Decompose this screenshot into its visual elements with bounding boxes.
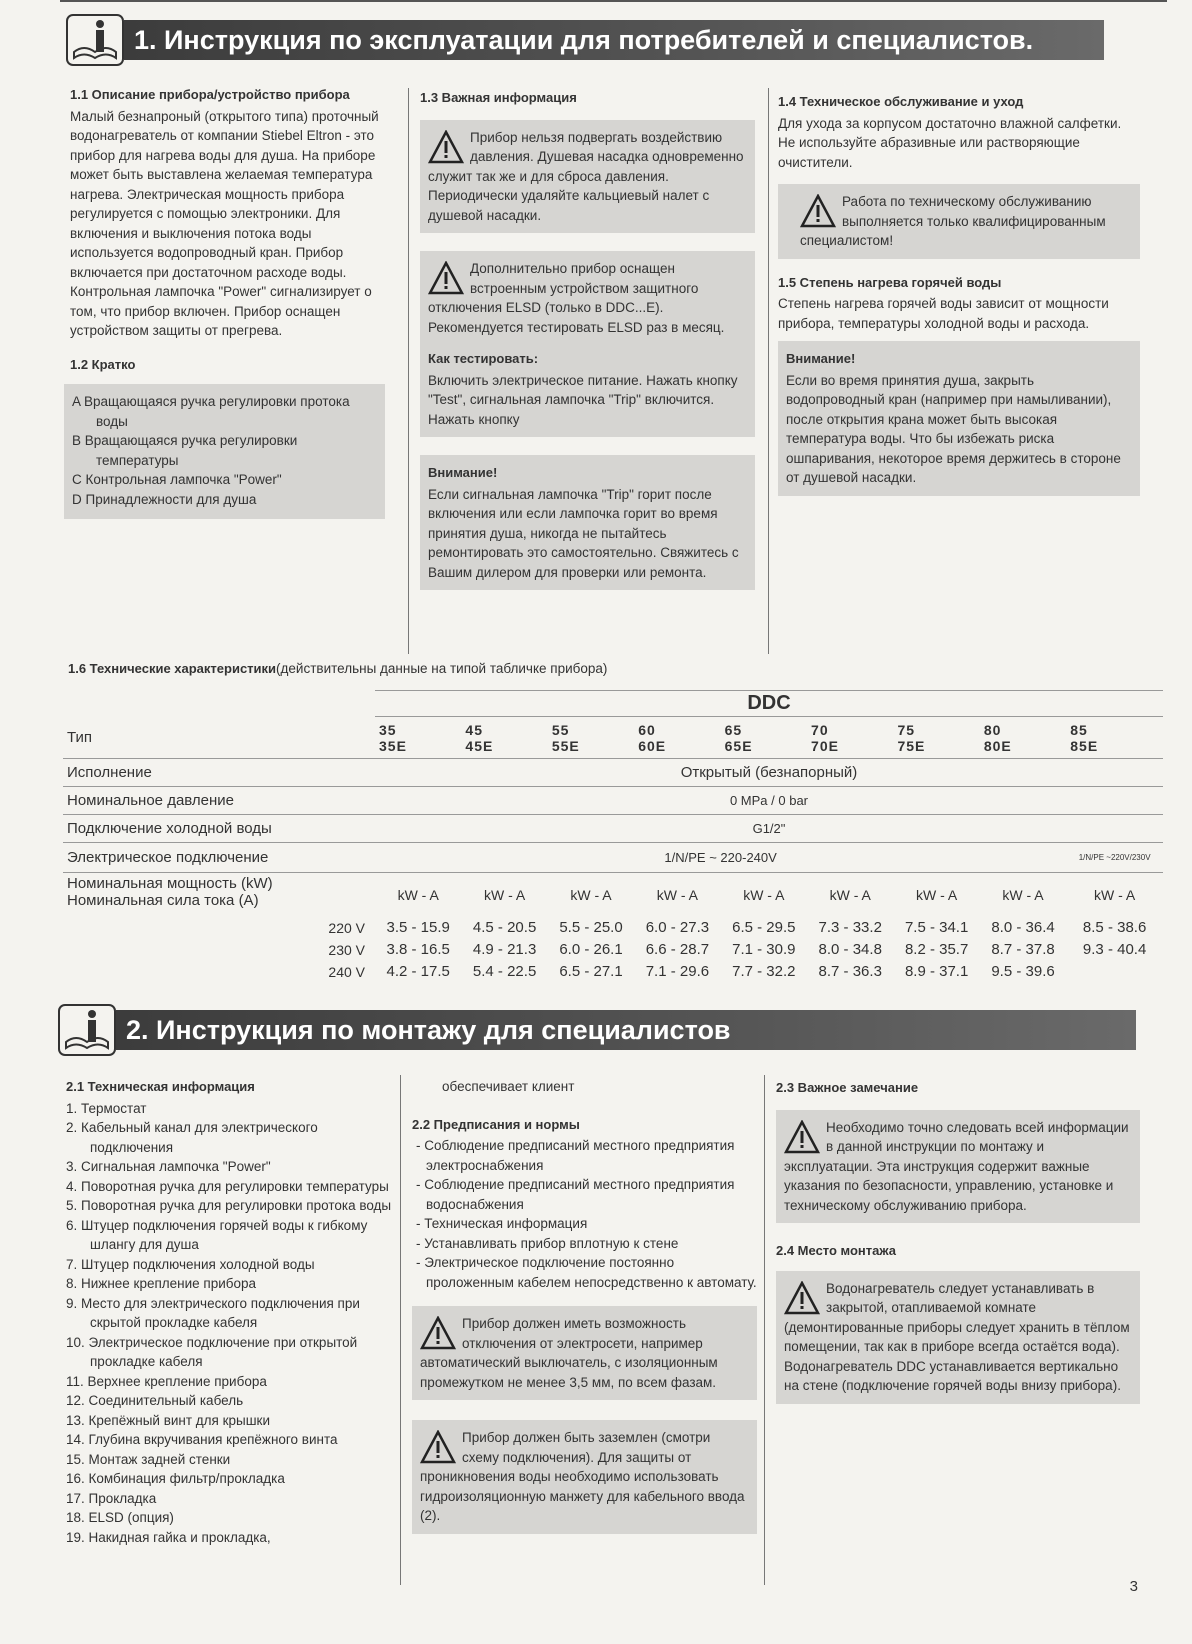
unit-cell: kW - A xyxy=(483,886,526,903)
s21-item: 13. Крепёжный винт для крышки xyxy=(66,1412,271,1428)
s23-heading: 2.3 Важное замечание xyxy=(776,1080,919,1095)
model-cell: 80 80E xyxy=(980,717,1066,759)
s13-warning2: Дополнительно прибор оснащен встроенным устройством защитного отключения ELSD (только в DDC...E). Рекомендуется тестировать ELSD раз в месяц. Как тестировать: Включить электрическое питание. Нажать кнопку "Test", сигнальная лампочка "Trip" включится. Нажать кнопку xyxy=(420,251,755,437)
s22-item: - Соблюдение предписаний местного предприятия электроснабжения xyxy=(416,1138,735,1173)
s21-item: 3. Сигнальная лампочка "Power" xyxy=(66,1159,271,1174)
col2 xyxy=(420,88,755,590)
cold-value: G1/2" xyxy=(375,815,1163,843)
unit-cell: kW - A xyxy=(656,886,699,903)
s13-attention-box xyxy=(420,455,755,590)
s21-heading: 2.1 Техническая информация xyxy=(66,1079,255,1094)
s21-item: 5. Поворотная ручка для регулировки протока воды xyxy=(66,1198,392,1213)
section1-header xyxy=(66,14,1104,66)
row-220: 220 V 3.5 - 15.9 4.5 - 20.5 5.5 - 25.0 6.0 - 27.3 6.5 - 29.5 7.3 - 33.2 7.5 - 34.1 8.0 - 36.4 8.5 - 38.6 xyxy=(328,919,1147,936)
s21-item: 4. Поворотная ручка для регулировки температуры xyxy=(66,1178,389,1194)
warning-triangle-icon xyxy=(420,1316,456,1350)
row-240: 240 V 4.2 - 17.5 5.4 - 22.5 6.5 - 27.1 7.1 - 29.6 7.7 - 32.2 8.7 - 36.3 8.9 - 37.1 9.5 - 39.6 xyxy=(328,963,1055,980)
s15-attention-heading: Внимание! xyxy=(786,351,856,366)
s13-test-heading: Как тестировать: xyxy=(428,351,539,366)
s22-item: - Электрическое подключение постоянно проложенным кабелем непосредственно к автомату. xyxy=(416,1255,757,1290)
row-design-label: Исполнение xyxy=(63,759,375,787)
s2-col1 xyxy=(66,1077,396,1547)
s22-item: - Устанавливать прибор вплотную к стене xyxy=(416,1235,679,1251)
s22-item: - Соблюдение предписаний местного предприятия водоснабжения xyxy=(416,1177,735,1212)
s11-text: Малый безнапроный (открытого типа) проточный водонагреватель от компании Stiebel Eltron - это прибор для нагрева воды для душа. На приборе может быть выставлена желаемая температура нагрева. Электрическая мощность прибора регулируется с помощью электроники. Для включения и выключения потока воды используется водопроводный кран. Прибор включается при достаточном расходе воды. Контрольная лампочка "Power" сигнализирует о том, что прибор включен. Прибор оснащен устройством защиты от прегрева. xyxy=(70,108,379,338)
elec-value: 1/N/PE ~ 220-240V xyxy=(375,843,1066,873)
row-current-label: Номинальная сила тока (A) xyxy=(67,892,259,909)
s21-item: 12. Соединительный кабель xyxy=(66,1393,244,1408)
s16-heading: 1.6 Технические характеристики xyxy=(68,661,277,676)
s2-col2 xyxy=(412,1077,757,1534)
s15-text: Степень нагрева горячей воды зависит от мощности прибора, температуры холодной воды и расхода. xyxy=(778,296,1109,331)
pressure-value: 0 MPa / 0 bar xyxy=(375,787,1163,815)
unit-cell: kW - A xyxy=(397,886,439,903)
s15-attention-box xyxy=(778,341,1140,496)
s21-item: 16. Комбинация фильтр/прокладка xyxy=(66,1471,285,1486)
s22-warning1: Прибор должен иметь возможность отключения от электросети, например автоматический выключатель, с изоляционным промежутком не менее 3,5 мм, по всем фазам. xyxy=(412,1306,757,1400)
unit-cell: kW - A xyxy=(1094,886,1136,903)
unit-cell: kW - A xyxy=(829,886,871,903)
warning-triangle-icon xyxy=(428,261,464,295)
s12-box xyxy=(64,384,385,519)
s21-item: 15. Монтаж задней стенки xyxy=(66,1451,231,1467)
row-230: 230 V 3.8 - 16.5 4.9 - 21.3 6.0 - 26.1 6.6 - 28.7 7.1 - 30.9 8.0 - 34.8 8.2 - 35.7 8.7 - 37.8 9.3 - 40.4 xyxy=(328,941,1147,958)
s24-heading: 2.4 Место монтажа xyxy=(776,1243,896,1258)
section2-title: 2. Инструкция по монтажу для специалистов xyxy=(116,1010,1136,1050)
row-power-label: Номинальная мощность (kW) xyxy=(67,875,273,892)
s21-item: 11. Верхнее крепление прибора xyxy=(66,1373,267,1389)
top-rule xyxy=(60,0,1167,2)
s13-test-text: Включить электрическое питание. Нажать кнопку "Test", сигнальная лампочка "Trip" включится. Нажать кнопку xyxy=(428,372,738,427)
model-cell: 75 75E xyxy=(893,717,979,759)
unit-cell: kW - A xyxy=(916,886,958,903)
s22-warning2: Прибор должен быть заземлен (смотри схему подключения). Для защиты от проникновения воды необходимо использовать гидроизоляционную манжету для кабельного ввода (2). xyxy=(412,1420,757,1534)
s21-item: 19. Накидная гайка и прокладка, xyxy=(66,1529,271,1545)
model-cell: 35 35E xyxy=(375,717,461,759)
s21-continuation: обеспечивает клиент xyxy=(442,1079,575,1094)
row-type-label: Тип xyxy=(63,717,375,759)
column-divider xyxy=(408,88,409,654)
s21-item: 8. Нижнее крепление прибора xyxy=(66,1276,257,1291)
row-pressure-label: Номинальное давление xyxy=(63,787,375,815)
column-divider xyxy=(400,1075,401,1585)
manual-info-icon xyxy=(66,14,124,66)
s23-warning: Необходимо точно следовать всей информации в данной инструкции по монтажу и эксплуатации. Эта инструкция содержит важные указания по безопасности, управлению, установке и техническому обслуживанию прибора. xyxy=(776,1110,1140,1224)
s12-item: D Принадлежности для душа xyxy=(72,491,257,507)
s11-heading: 1.1 Описание прибора/устройство прибора xyxy=(70,87,350,102)
s21-item: 18. ELSD (опция) xyxy=(66,1510,174,1525)
s21-item: 1. Термостат xyxy=(66,1100,147,1116)
warning-triangle-icon xyxy=(800,194,836,228)
model-cell: 60 60E xyxy=(634,717,720,759)
page-number: 3 xyxy=(1129,1578,1138,1595)
warning-triangle-icon xyxy=(784,1120,820,1154)
column-divider xyxy=(768,88,769,654)
s13-heading: 1.3 Важная информация xyxy=(420,90,577,105)
s24-warning: Водонагреватель следует устанавливать в закрытой, отапливаемой комнате (демонтированные приборы следует хранить в тёплом помещении, так как в приборе всегда остаётся вода). Водонагреватель DDC устанавливается вертикально на стене (подключение горячей воды внизу прибора). xyxy=(776,1271,1140,1404)
s22-heading: 2.2 Предписания и нормы xyxy=(412,1116,580,1132)
model-cell: 55 55E xyxy=(548,717,634,759)
series-label: DDC xyxy=(375,691,1163,717)
s12-item: C Контрольная лампочка "Power" xyxy=(72,472,282,487)
unit-cell: kW - A xyxy=(570,886,612,903)
s12-heading: 1.2 Кратко xyxy=(70,356,136,372)
s21-item: 10. Электрическое подключение при открытой прокладке кабеля xyxy=(66,1334,358,1369)
s2-col3 xyxy=(776,1078,1140,1404)
s14-warning: Работа по техническому обслуживанию выполняется только квалифицированным специалистом! xyxy=(778,184,1140,259)
s13-attention-text: Если сигнальная лампочка "Trip" горит после включения или если лампочка горит во время принятия душа, никогда не пытайтесь ремонтировать это самостоятельно. Свяжитесь с Вашим дилером для проверки или ремонта. xyxy=(428,486,739,580)
s13-warning1: Прибор нельзя подвергать воздействию давления. Душевая насадка одновременно служит так же и для сброса давления. Периодически удаляйте кальциевый налет с душевой насадки. xyxy=(420,120,755,234)
elec-value-85: 1/N/PE ~220V/230V xyxy=(1066,843,1163,873)
warning-triangle-icon xyxy=(420,1430,456,1464)
section2-header xyxy=(58,1004,1136,1056)
row-cold-label: Подключение холодной воды xyxy=(63,815,375,843)
col3 xyxy=(778,92,1140,496)
warning-triangle-icon xyxy=(784,1281,820,1315)
row-elec-label: Электрическое подключение xyxy=(63,843,375,873)
s21-item: 17. Прокладка xyxy=(66,1490,157,1506)
col1 xyxy=(70,85,385,519)
s12-item: B Вращающаяся ручка регулировки температуры xyxy=(72,433,298,468)
s15-attention-text: Если во время принятия душа, закрыть водопроводный кран (например при намыливании), после открытия крана может быть высокая температура воды. Что бы избежать риска ошпаривания, некоторое время держитесь в стороне от душевой насадки. xyxy=(786,372,1121,485)
s22-item: - Техническая информация xyxy=(416,1216,588,1231)
model-cell: 65 65E xyxy=(721,717,807,759)
unit-cell: kW - A xyxy=(743,886,785,903)
model-cell: 45 45E xyxy=(461,717,547,759)
s21-item: 6. Штуцер подключения горячей воды к гибкому шлангу для душа xyxy=(66,1217,368,1252)
type-row xyxy=(63,717,1163,759)
section1-title: 1. Инструкция по эксплуатации для потребителей и специалистов. xyxy=(124,20,1104,60)
column-divider xyxy=(764,1075,765,1585)
model-cell: 85 85E xyxy=(1066,717,1163,759)
spec-table xyxy=(63,690,1163,983)
s21-item: 14. Глубина вкручивания крепёжного винта xyxy=(66,1432,338,1447)
unit-cell: kW - A xyxy=(1002,886,1044,903)
model-cell: 70 70E xyxy=(807,717,893,759)
s13-attention-heading: Внимание! xyxy=(428,465,498,480)
s14-heading: 1.4 Техническое обслуживание и уход xyxy=(778,94,1024,109)
s16-heading-note: (действительны данные на типой табличке прибора) xyxy=(276,661,608,676)
s12-item: A Вращающаяся ручка регулировки протока воды xyxy=(72,394,350,429)
s21-item: 9. Место для электрического подключения при скрытой прокладке кабеля xyxy=(66,1295,360,1330)
s15-heading: 1.5 Степень нагрева горячей воды xyxy=(778,274,1002,290)
s21-item: 2. Кабельный канал для электрического подключения xyxy=(66,1120,318,1155)
warning-triangle-icon xyxy=(428,130,464,164)
s16-heading-row xyxy=(68,659,1158,679)
s21-item: 7. Штуцер подключения холодной воды xyxy=(66,1256,315,1272)
s14-text: Для ухода за корпусом достаточно влажной салфетки. Не используйте абразивные или растворяющие очистители. xyxy=(778,115,1122,170)
manual-info-icon xyxy=(58,1004,116,1056)
design-value: Открытый (безнапорный) xyxy=(375,759,1163,787)
